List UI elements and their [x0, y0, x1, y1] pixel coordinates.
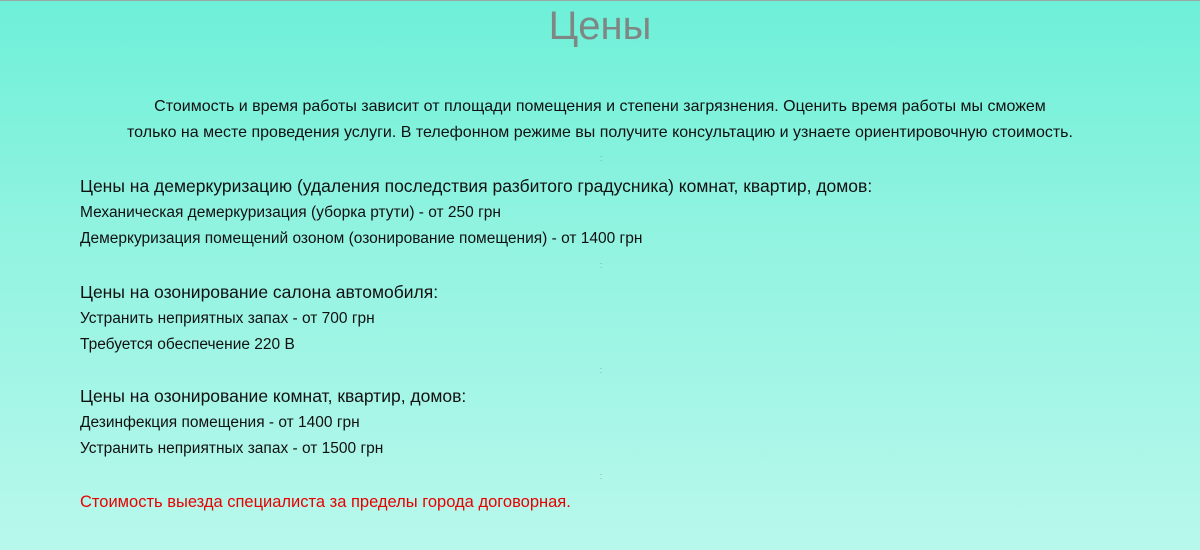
price-item: Требуется обеспечение 220 В [80, 336, 295, 353]
price-item: Устранить неприятных запах - от 1500 грн [80, 440, 384, 457]
section-heading: Цены на озонирование салона автомобиля: [80, 282, 439, 302]
separator-dot: : [599, 260, 603, 270]
section-heading: Цены на озонирование комнат, квартир, домов: [80, 386, 467, 406]
price-item: Демеркуризация помещений озоном (озонирование помещения) - от 1400 грн [80, 230, 643, 247]
separator-dot: : [599, 153, 603, 163]
intro-paragraph [50, 94, 1150, 146]
intro-line: только на месте проведения услуги. В телефонном режиме вы получите консультацию и узнаете ориентировочную стоимость. [127, 124, 1073, 141]
top-divider [0, 0, 1200, 1]
section-heading: Цены на демеркуризацию (удаления последствия разбитого градусника) комнат, квартир, домов: [80, 176, 873, 196]
price-section-room-ozonation [80, 384, 1080, 462]
separator-dot: : [599, 365, 603, 375]
price-item: Механическая демеркуризация (уборка ртути) - от 250 грн [80, 204, 501, 221]
intro-line: Стоимость и время работы зависит от площади помещения и степени загрязнения. Оценить время работы мы сможем [154, 98, 1046, 115]
travel-cost-notice: Стоимость выезда специалиста за пределы города договорная. [80, 493, 571, 511]
separator-dot: : [599, 471, 603, 481]
price-section-car-ozonation [80, 280, 1080, 358]
price-item: Устранить неприятных запах - от 700 грн [80, 310, 375, 327]
price-item: Дезинфекция помещения - от 1400 грн [80, 414, 360, 431]
page-title: Цены [548, 4, 652, 48]
price-section-demercurization [80, 174, 1080, 252]
